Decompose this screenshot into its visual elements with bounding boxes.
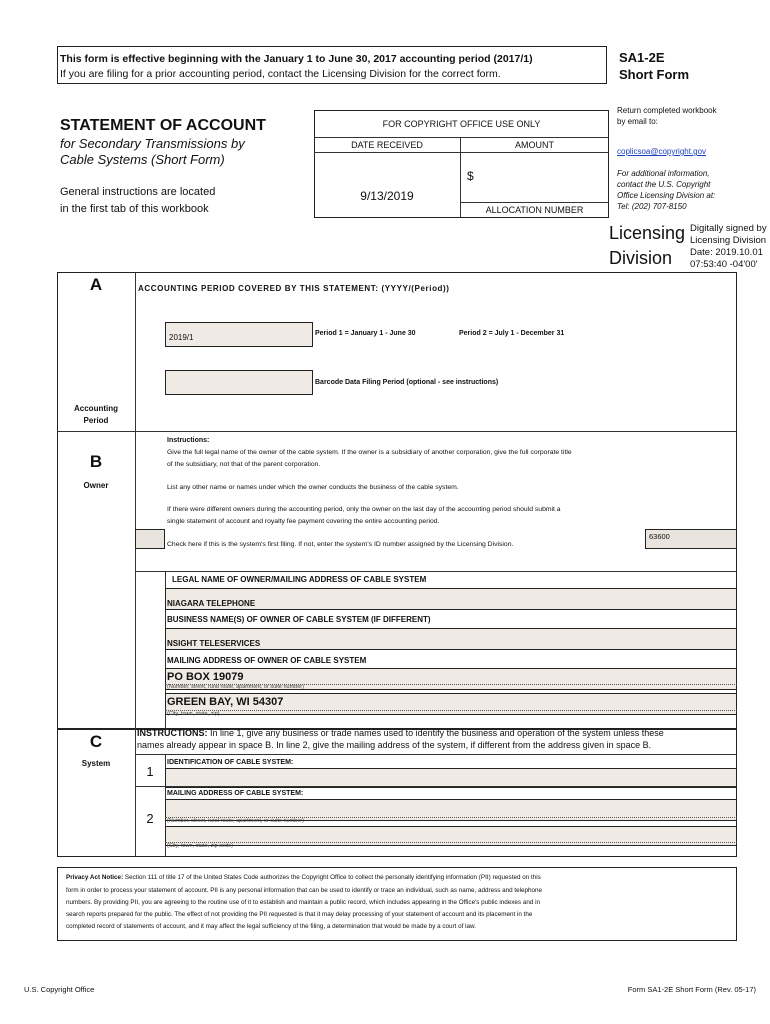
signature-text-2: Licensing Division bbox=[690, 235, 767, 246]
accounting-period-value: 2019/1 bbox=[169, 333, 194, 342]
first-filing-checkbox[interactable] bbox=[135, 529, 165, 549]
barcode-label: Barcode Data Filing Period (optional - see instructions) bbox=[315, 379, 499, 386]
signature-text-4: 07:53:40 -04'00' bbox=[690, 259, 758, 270]
accounting-period-heading: ACCOUNTING PERIOD COVERED BY THIS STATEMENT: (YYYY/(Period)) bbox=[138, 284, 450, 293]
owner-instructions-heading: Instructions: bbox=[167, 437, 210, 444]
section-b-letter: B bbox=[89, 452, 103, 471]
amount-dollar-sign: $ bbox=[467, 169, 474, 183]
section-b-label: Owner bbox=[83, 481, 109, 490]
section-a-letter: A bbox=[89, 275, 103, 294]
owner-instructions-2: of the subsidiary, not that of the parent corporation. bbox=[167, 461, 321, 468]
form-code: SA1-2E bbox=[619, 50, 665, 65]
footer-right: Form SA1-2E Short Form (Rev. 05-17) bbox=[627, 985, 756, 994]
legal-name-heading: LEGAL NAME OF OWNER/MAILING ADDRESS OF CABLE SYSTEM bbox=[172, 575, 427, 584]
owner-instructions-5: single statement of account and royalty fee payment covering the entire accounting period. bbox=[167, 518, 440, 525]
system-instructions-bold: INSTRUCTIONS: bbox=[137, 728, 208, 738]
privacy-line-2: form in order to process your statement of account. PII is any personal information that can be used to identify or trace an individual, such as name, address and telephone bbox=[66, 887, 543, 894]
email-link[interactable]: coplicsoa@copyright.gov bbox=[617, 147, 707, 156]
business-name-value: NSIGHT TELESERVICES bbox=[167, 639, 261, 648]
subtitle-line-1: for Secondary Transmissions by bbox=[60, 136, 245, 151]
system-instructions-2: names already appear in space B. In line 2, give the mailing address of the system, if different from the address given in space B. bbox=[137, 740, 652, 750]
page-title: STATEMENT OF ACCOUNT bbox=[60, 117, 266, 134]
general-instructions-2: in the first tab of this workbook bbox=[60, 203, 209, 215]
system-id-value: 63600 bbox=[649, 532, 670, 541]
system-city-hint: (City, town, state, zip code) bbox=[167, 843, 233, 849]
legal-name-input[interactable] bbox=[165, 588, 737, 610]
accounting-period-input[interactable] bbox=[165, 322, 313, 347]
business-name-input[interactable] bbox=[165, 628, 737, 650]
date-received-value[interactable]: 9/13/2019 bbox=[360, 189, 414, 203]
owner-instructions-1: Give the full legal name of the owner of the cable system. If the owner is a subsidiary of another corporation, give the full corporate title bbox=[167, 449, 572, 456]
signature-text-1: Digitally signed by bbox=[690, 223, 767, 234]
privacy-line-4: search reports prepared for the public. The effect of not providing the PII requested is that it may delay processing of your statement of account and its placement in the bbox=[66, 911, 533, 918]
subtitle-line-2: Cable Systems (Short Form) bbox=[60, 152, 225, 167]
general-instructions-1: General instructions are located bbox=[60, 186, 216, 198]
period-1-note: Period 1 = January 1 - June 30 bbox=[315, 330, 416, 337]
contact-info-3: Office Licensing Division at: bbox=[617, 191, 716, 200]
section-a-label-1: Accounting bbox=[74, 404, 118, 413]
effective-line: This form is effective beginning with the January 1 to June 30, 2017 accounting period (2017/1) bbox=[60, 53, 533, 65]
line-1-label: IDENTIFICATION OF CABLE SYSTEM: bbox=[167, 759, 294, 766]
section-c-label: System bbox=[81, 759, 111, 768]
privacy-bold: Privacy Act Notice: bbox=[66, 874, 124, 881]
contact-info-4: Tel: (202) 707-8150 bbox=[617, 202, 687, 211]
system-street-hint: (Number, street, rural route, apartment, or suite number) bbox=[167, 818, 304, 824]
signature-name-1: Licensing bbox=[609, 223, 686, 243]
system-city-input[interactable] bbox=[165, 826, 737, 846]
legal-name-value: NIAGARA TELEPHONE bbox=[167, 599, 256, 608]
form-type: Short Form bbox=[619, 67, 690, 82]
line-2-number: 2 bbox=[146, 811, 154, 826]
office-use-heading: FOR COPYRIGHT OFFICE USE ONLY bbox=[382, 119, 541, 129]
owner-instructions-3: List any other name or names under which the owner conducts the business of the cable system. bbox=[167, 484, 459, 491]
privacy-line-5: completed record of statements of account, and it may affect the legal sufficiency of the filing, a determination that would be made by a court of law. bbox=[66, 923, 476, 930]
line-1-number: 1 bbox=[146, 764, 154, 779]
system-instructions-1 bbox=[137, 728, 664, 738]
first-filing-label: Check here if this is the system's first filing. If not, enter the system's ID number assigned by the Licensing Division. bbox=[167, 541, 514, 548]
return-instructions-2: by email to: bbox=[617, 117, 658, 126]
footer-left: U.S. Copyright Office bbox=[24, 985, 95, 994]
prior-period-line: If you are filing for a prior accounting period, contact the Licensing Division for the correct form. bbox=[60, 68, 501, 80]
mailing-street-value: PO BOX 19079 bbox=[167, 671, 244, 683]
section-c-letter: C bbox=[89, 732, 103, 751]
mailing-address-heading: MAILING ADDRESS OF OWNER OF CABLE SYSTEM bbox=[167, 656, 367, 665]
signature-text-3: Date: 2019.10.01 bbox=[690, 247, 763, 258]
form-frame bbox=[57, 272, 737, 729]
section-a-label-2: Period bbox=[83, 416, 109, 425]
system-id-input[interactable] bbox=[645, 529, 737, 549]
period-2-note: Period 2 = July 1 - December 31 bbox=[459, 330, 565, 337]
amount-label: AMOUNT bbox=[515, 140, 554, 150]
mailing-city-input[interactable] bbox=[165, 693, 737, 715]
contact-info-1: For additional information, bbox=[617, 169, 710, 178]
date-received-label: DATE RECEIVED bbox=[351, 140, 423, 150]
line-2-label: MAILING ADDRESS OF CABLE SYSTEM: bbox=[167, 790, 304, 797]
privacy-text-1: Section 111 of title 17 of the United States Code authorizes the Copyright Office to collect the personally identifying information (PII) requested on this bbox=[123, 874, 541, 881]
mailing-street-hint: (Number, street, rural route, apartment, or suite number) bbox=[167, 684, 304, 690]
return-instructions-1: Return completed workbook bbox=[617, 106, 717, 115]
privacy-line-3: numbers. By providing PII, you are agreeing to the routine use of it to establish and maintain a public record, which includes appearing in the Office's public indexes and in bbox=[66, 899, 540, 906]
contact-info-2: contact the U.S. Copyright bbox=[617, 180, 711, 189]
system-instructions-text-1: In line 1, give any business or trade names used to identify the business and operation of the system unless these bbox=[207, 728, 664, 738]
signature-name-2: Division bbox=[609, 248, 673, 268]
system-identification-input[interactable] bbox=[165, 768, 737, 788]
allocation-number-label: ALLOCATION NUMBER bbox=[485, 205, 584, 215]
mailing-city-value: GREEN BAY, WI 54307 bbox=[167, 696, 284, 708]
business-name-heading: BUSINESS NAME(S) OF OWNER OF CABLE SYSTEM (IF DIFFERENT) bbox=[167, 615, 431, 624]
mailing-city-hint: (City, town, state, zip) bbox=[167, 711, 220, 717]
owner-instructions-4: If there were different owners during the accounting period, only the owner on the last day of the accounting period should submit a bbox=[167, 506, 561, 513]
privacy-line-1 bbox=[66, 874, 541, 881]
barcode-period-input[interactable] bbox=[165, 370, 313, 395]
